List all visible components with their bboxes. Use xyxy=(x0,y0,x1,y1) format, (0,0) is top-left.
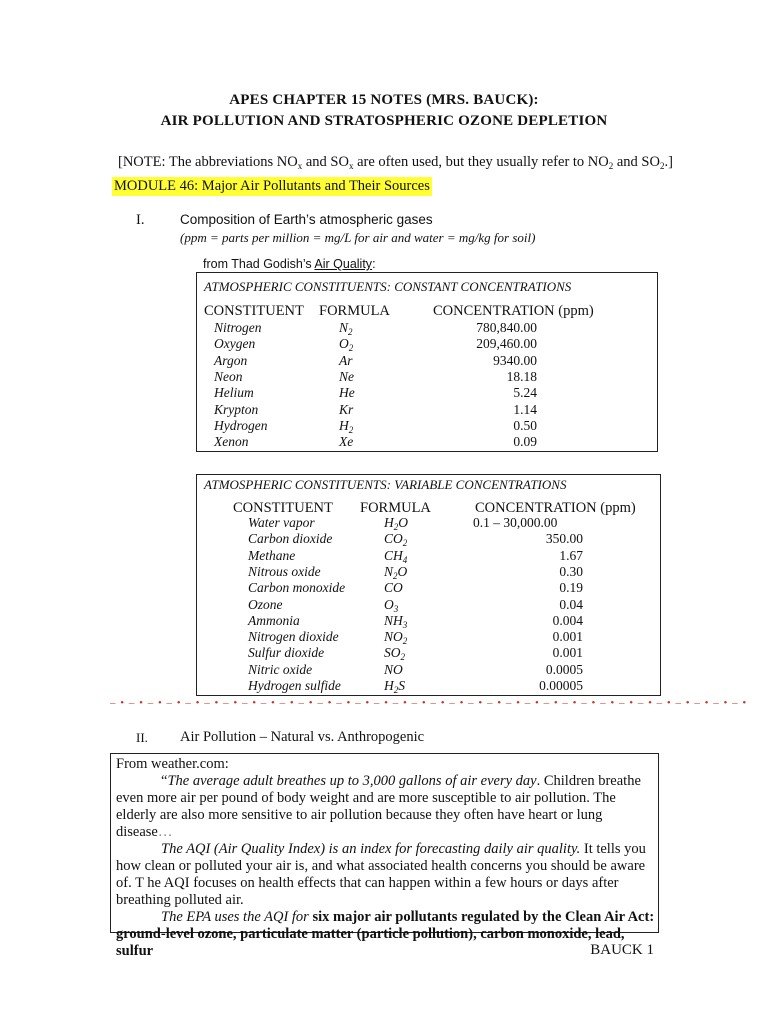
constituent-name: Ammonia xyxy=(248,612,300,628)
table-row xyxy=(197,402,657,418)
variable-header-constituent: CONSTITUENT xyxy=(233,500,333,516)
quote-paragraph-1: “The average adult breathes up to 3,000 gallons of air every day. Children breathe even more air per pound of body weight and are more susceptible to air pollution. The elderly are also more sensitive to air pollution because they often have heart or lung disease… xyxy=(116,773,641,840)
chemical-formula: $O_2$ xyxy=(339,336,354,354)
quote-paragraph-3: The EPA uses the AQI for six major air pollutants regulated by the Clean Air Act: ground-level ozone, particulate matter (particle pollution), carbon monoxide, lead, sulfur xyxy=(116,909,655,959)
concentration-value: 0.001 xyxy=(552,629,583,645)
concentration-value: 9340.00 xyxy=(493,352,537,368)
constituent-name: Hydrogen sulfide xyxy=(248,678,341,693)
constituent-name: Nitrogen dioxide xyxy=(248,629,339,645)
table-row xyxy=(197,385,657,401)
constant-table-title: ATMOSPHERIC CONSTITUENTS: CONSTANT CONCENTRATIONS xyxy=(204,279,572,294)
concentration-value: 0.1 – 30,000.00 xyxy=(473,515,558,530)
table-row xyxy=(197,645,660,661)
concentration-value: 5.24 xyxy=(513,385,537,401)
constituent-name: Carbon monoxide xyxy=(248,580,346,596)
variable-table-title: ATMOSPHERIC CONSTITUENTS: VARIABLE CONCENTRATIONS xyxy=(204,477,567,492)
chemical-formula: $CO_2$ xyxy=(384,531,408,549)
chemical-formula: He xyxy=(339,385,355,401)
table-row xyxy=(197,369,657,385)
chemical-formula: $N_2O$ xyxy=(384,563,408,581)
concentration-value: 1.14 xyxy=(513,401,537,417)
chemical-formula: $NO_2$ xyxy=(384,629,408,647)
abbreviation-note: [NOTE: The abbreviations $NO_x$ and $SO_x$ are often used, but they usually refer to $NO_2$ and $SO_2$.] xyxy=(118,154,673,171)
table-row xyxy=(197,434,657,450)
constituent-name: Xenon xyxy=(214,434,249,450)
concentration-value: 0.04 xyxy=(559,596,583,612)
chemical-formula: $H_2O$ xyxy=(384,515,408,532)
table-row xyxy=(197,336,657,352)
concentration-value: 0.50 xyxy=(513,417,537,433)
constituent-name: Neon xyxy=(214,368,243,384)
concentration-value: 18.18 xyxy=(506,368,537,384)
chemical-formula: $H_2$ xyxy=(339,417,354,435)
variable-concentrations-table xyxy=(196,474,661,696)
chemical-formula: $H_2S$ xyxy=(384,678,405,695)
constituent-name: Hydrogen xyxy=(214,417,268,433)
variable-header-concentration: CONCENTRATION (ppm) xyxy=(475,500,636,516)
table-row xyxy=(197,320,657,336)
table-row xyxy=(197,564,660,580)
constituent-name: Krypton xyxy=(214,401,259,417)
concentration-value: 780,840.00 xyxy=(476,320,537,335)
concentration-value: 0.19 xyxy=(559,580,583,596)
constant-header-constituent: CONSTITUENT xyxy=(204,303,304,319)
constituent-name: Argon xyxy=(214,352,248,368)
chemical-formula: $CH_4$ xyxy=(384,547,408,565)
constituent-name: Nitrogen xyxy=(214,320,262,335)
table-row xyxy=(197,662,660,678)
quote-paragraph-2: The AQI (Air Quality Index) is an index for forecasting daily air quality. It tells you how clean or polluted your air is, and what associated health concerns you should be aware of. T he AQI focuses on health effects that can happen within a few hours or days after breathing polluted air. xyxy=(116,841,646,908)
table-row xyxy=(197,580,660,596)
constituent-name: Methane xyxy=(248,547,296,563)
constituent-name: Ozone xyxy=(248,596,283,612)
table-row xyxy=(197,629,660,645)
chemical-formula: NO xyxy=(384,661,403,677)
section-1-title: Composition of Earth’s atmospheric gases xyxy=(180,212,433,227)
table-row xyxy=(197,531,660,547)
concentration-value: 0.09 xyxy=(513,434,537,450)
constant-header-formula: FORMULA xyxy=(319,303,390,319)
concentration-value: 0.0005 xyxy=(545,661,583,677)
chemical-formula: Xe xyxy=(339,434,354,450)
chemical-formula: Kr xyxy=(339,401,354,417)
concentration-value: 209,460.00 xyxy=(476,336,537,352)
chemical-formula: $NH_3$ xyxy=(384,612,408,630)
concentration-value: 350.00 xyxy=(545,531,583,547)
table-row xyxy=(197,515,660,531)
table-row xyxy=(197,418,657,434)
constant-header-concentration: CONCENTRATION (ppm) xyxy=(433,303,594,319)
chemical-formula: $SO_2$ xyxy=(384,645,405,663)
table-row xyxy=(197,678,660,694)
section-2-title: Air Pollution – Natural vs. Anthropogenic xyxy=(180,729,425,745)
variable-header-formula: FORMULA xyxy=(360,500,431,516)
constituent-name: Sulfur dioxide xyxy=(248,645,325,661)
quote-source: From weather.com: xyxy=(116,756,229,772)
concentration-value: 0.001 xyxy=(552,645,583,661)
table-row xyxy=(197,353,657,369)
constituent-name: Nitrous oxide xyxy=(248,563,321,579)
page-footer: BAUCK 1 xyxy=(590,942,654,958)
module-heading: MODULE 46: Major Air Pollutants and Their Sources xyxy=(114,178,430,194)
units-note: (ppm = parts per million = mg/L for air and water = mg/kg for soil) xyxy=(180,230,536,245)
concentration-value: 0.004 xyxy=(552,612,583,628)
document-title-line2: AIR POLLUTION AND STRATOSPHERIC OZONE DEPLETION xyxy=(160,113,608,129)
decorative-divider: – • – • – • – • – • – • – • – • – • – • – • – • – • – • – • – • – • – • – • – • – • – • – • – • – • – • – • – • – • – • – • – • – • – • xyxy=(110,697,748,709)
section-2-number: II. xyxy=(136,730,148,745)
document-title-line1: APES CHAPTER 15 NOTES (MRS. BAUCK): xyxy=(229,92,539,108)
constituent-name: Nitric oxide xyxy=(248,661,313,677)
concentration-value: 0.00005 xyxy=(539,678,583,693)
section-1-number: I. xyxy=(136,212,145,228)
chemical-formula: CO xyxy=(384,580,403,596)
constant-concentrations-table xyxy=(196,272,658,452)
table-row xyxy=(197,548,660,564)
constituent-name: Helium xyxy=(214,385,254,401)
constituent-name: Oxygen xyxy=(214,336,256,352)
concentration-value: 1.67 xyxy=(559,547,583,563)
table-row xyxy=(197,613,660,629)
chemical-formula: Ar xyxy=(339,352,353,368)
table-row xyxy=(197,597,660,613)
chemical-formula: $N_2$ xyxy=(339,320,353,337)
constituent-name: Water vapor xyxy=(248,515,315,530)
constituent-name: Carbon dioxide xyxy=(248,531,333,547)
concentration-value: 0.30 xyxy=(559,563,583,579)
table-source: from Thad Godish’s Air Quality: xyxy=(203,257,376,271)
chemical-formula: $O_3$ xyxy=(384,596,399,614)
chemical-formula: Ne xyxy=(339,368,354,384)
